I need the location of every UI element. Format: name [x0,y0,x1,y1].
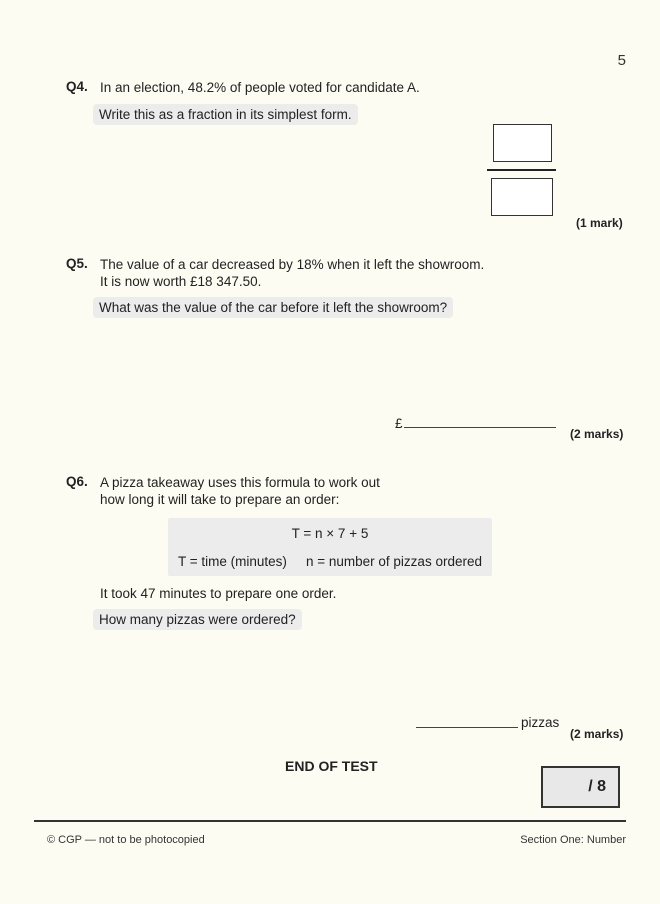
q5-number: Q5. [66,256,88,271]
q5-text-line1: The value of a car decreased by 18% when it left the showroom. [100,257,485,272]
q5-answer-line[interactable] [404,427,556,428]
q6-text-line2: how long it will take to prepare an order: [100,492,340,507]
page-number: 5 [617,52,626,69]
score-total: / 8 [588,778,606,795]
q4-number: Q4. [66,79,88,94]
n-definition: n = number of pizzas ordered [306,554,482,569]
q4-marks: (1 mark) [576,216,623,230]
q6-info: It took 47 minutes to prepare one order. [100,586,337,601]
copyright-notice: © CGP — not to be photocopied [47,834,205,846]
denominator-answer-box[interactable] [491,178,553,216]
formula-box [168,518,492,576]
q6-number: Q6. [66,474,88,489]
fraction-bar [487,169,556,171]
q5-text-line2: It is now worth £18 347.50. [100,274,262,289]
q6-text-line1: A pizza takeaway uses this formula to work out [100,475,380,490]
footer-divider [34,820,626,822]
section-label: Section One: Number [520,834,626,846]
q6-instruction: How many pizzas were ordered? [93,609,302,630]
q5-marks: (2 marks) [570,427,624,441]
q4-instruction: Write this as a fraction in its simplest form. [93,104,358,125]
score-box [541,766,620,808]
q6-answer-line[interactable] [416,727,518,728]
q4-text: In an election, 48.2% of people voted for candidate A. [100,80,420,95]
pizzas-unit: pizzas [521,715,560,730]
q5-instruction: What was the value of the car before it left the showroom? [93,297,453,318]
numerator-answer-box[interactable] [493,124,552,162]
q6-marks: (2 marks) [570,727,624,741]
t-definition: T = time (minutes) [178,554,287,569]
currency-symbol: £ [395,416,403,431]
end-of-test: END OF TEST [285,758,378,774]
formula: T = n × 7 + 5 [291,526,369,541]
